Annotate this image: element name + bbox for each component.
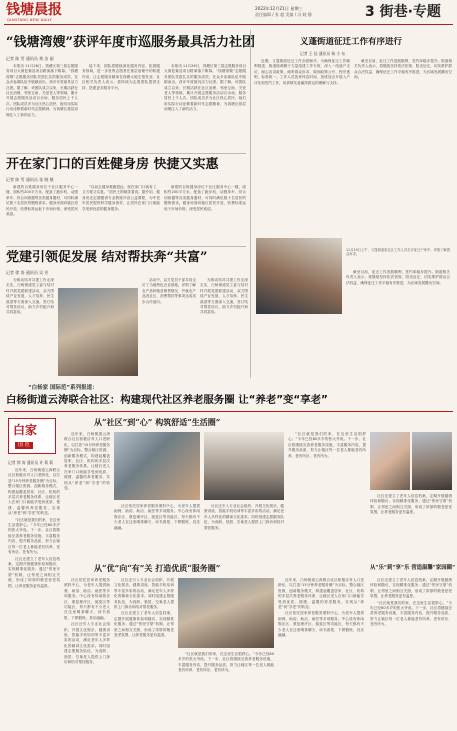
article4-caption: 12月19日上午，义蓬街道某社区工作人员走访征迁户家中，详细了解群众诉求。 bbox=[346, 248, 450, 257]
feature-photo-3 bbox=[370, 432, 410, 490]
feature-s1-col5-text: 社区还建立了老年人信息档案，定期开展健康体检和随访，实现精准化服务；通过“邻里守望”机制，让邻里之间相互关照，形成了浓厚的敬老爱老氛围，让养老服务更有温度。 bbox=[370, 494, 452, 515]
article3-col1 bbox=[6, 278, 54, 376]
feature-divider bbox=[4, 411, 453, 412]
article3-photo bbox=[58, 288, 138, 376]
article1-col2-text: 接下来，团队将继续深化服务内容，拓展服务领域，进一步发挥志愿者在基层治理中的积极作用，让志愿服务精神在钱塘大地生根发芽。社区相关负责人表示，将持续为志愿团队提供支持，搭建更多服务平台。 bbox=[82, 64, 160, 90]
article2-title: 开在家门口的百姓健身房 快捷又实惠 bbox=[6, 157, 219, 172]
article4-photo bbox=[256, 238, 342, 314]
article3-col2 bbox=[142, 278, 196, 376]
article1-col3-text: 本报讯 11月26日，钱塘区第三届志愿服务项目大赛复赛及项目路演落下帷幕。“钱塘湾嫂”志愿服务团队凭借扎实的服务成效，在众多参赛队伍中脱颖而出，获评年度最具活力社团。据了解，该团队成立以来，长期活跃在社区治理、邻里互助、关爱老人等领域，累计开展志愿服务活动百余场，服务居民上千人次。团队成员多为社区热心居民，她们用实际行动诠释着新时代志愿精神，为钱塘区基层治理注入了新的活力。 bbox=[164, 64, 246, 112]
feature-s2-col4-text-2: 社区依托居家养老服务照料中心，为老年人提供助餐、助浴、助洁、助医等多项服务。中心设有休闲娱乐区、康复理疗区、阅览区等功能区，每天都有不少老人在这里喝茶聊天、读书看报、下棋锻炼，其乐融融。 bbox=[278, 611, 364, 638]
feature-s1-col1 bbox=[64, 432, 110, 528]
feature-s2-col4 bbox=[278, 578, 364, 726]
feature-photo-4 bbox=[412, 432, 452, 490]
feature-s1-col1-text: 近年来，白杨街道云涛联合社区积极应对人口老龄化，以打造“15分钟养老服务圈”为目标，整合辖区资源，创新服务模式，构建起覆盖居家、社区、机构的多层次养老服务体系，让辖区老人在家门口就能享受到优质、便捷、温馨的养老服务，实现从“养老”到“享老”的转变。 bbox=[64, 432, 110, 491]
feature-s2-col3-text: “社区就是我们的家，在这里生活很舒心。”今年已经80多岁的张大爷说。下一步，社区将继续完善养老服务设施，丰富服务内容，提升服务品质，努力让辖区每一位老人都能老有所养、老有所乐、老有所为。 bbox=[178, 652, 274, 673]
feature-s2-col3 bbox=[178, 652, 274, 726]
feature-s2-col2 bbox=[114, 578, 174, 726]
feature-s2-col1-text: 社区依托居家养老服务照料中心，为老年人提供助餐、助浴、助洁、助医等多项服务。中心设有休闲娱乐区、康复理疗区、阅览区等功能区，每天都有不少老人在这里喝茶聊天、读书看报、下棋锻炼，其乐融融。 bbox=[64, 578, 110, 620]
article4-col1 bbox=[254, 59, 350, 235]
feature-title: 白杨街道云涛联合社区：构建现代社区养老服务圈 让“养老”变“享老” bbox=[6, 394, 328, 406]
feature-s1-col2 bbox=[114, 504, 200, 558]
article4-col2 bbox=[354, 59, 452, 235]
feature-s1-col2-text: 社区依托居家养老服务照料中心，为老年人提供助餐、助浴、助洁、助医等多项服务。中心设有休闲娱乐区、康复理疗区、阅览区等功能区，每天都有不少老人在这里喝茶聊天、读书看报、下棋锻炼，其乐融融。 bbox=[114, 504, 200, 530]
feature-section3-heading: 从“乐”到“享”乐 营造温馨“家园圈” bbox=[370, 565, 456, 571]
feature-s2-col2-text-2: 社区还建立了老年人信息档案，定期开展健康体检和随访，实现精准化服务；通过“邻里守望”机制，让邻里之间相互关照，形成了浓厚的敬老爱老氛围，让养老服务更有温度。 bbox=[114, 611, 174, 638]
masthead-date: 2022年12月21日 星期三 bbox=[255, 6, 303, 11]
article4-col3 bbox=[346, 270, 450, 376]
article1-col3 bbox=[164, 64, 246, 152]
feature-intro-text: 近年来，白杨街道云涛联合社区积极应对人口老龄化，以打造“15分钟养老服务圈”为目标，整合辖区资源，创新服务模式，构建起覆盖居家、社区、机构的多层次养老服务体系，让辖区老人在家门口就能享受到优质、便捷、温馨的养老服务，实现从“养老”到“享老”的转变。 bbox=[8, 468, 60, 516]
feature-intro-text-3: 社区还建立了老年人信息档案，定期开展健康体检和随访，实现精准化服务；通过“邻里守望”机制，让邻里之间相互关照，形成了浓厚的敬老爱老氛围，让养老服务更有温度。 bbox=[8, 556, 60, 588]
masthead-editors: 责任编辑 / 张 超 美编 / 冯 晓 静 bbox=[255, 12, 312, 17]
right-column-divider bbox=[250, 30, 251, 378]
article2-divider bbox=[6, 246, 246, 247]
article2-col1 bbox=[6, 185, 78, 245]
feature-series-label: “白杨家 国际范”系列报道： bbox=[28, 385, 98, 391]
feature-photo-1 bbox=[114, 432, 200, 500]
feature-badge bbox=[8, 418, 56, 454]
article1-col1-text: 本报讯 11月26日，钱塘区第三届志愿服务项目大赛复赛及项目路演落下帷幕。“钱塘湾嫂”志愿服务团队凭借扎实的服务成效，在众多参赛队伍中脱颖而出，获评年度最具活力社团。据了解，该团队成立以来，长期活跃在社区治理、邻里互助、关爱老人等领域，累计开展志愿服务活动百余场，服务居民上千人次。团队成员多为社区热心居民，她们用实际行动诠释着新时代志愿精神，为钱塘区基层治理注入了新的活力。 bbox=[6, 64, 78, 117]
feature-byline: 记者 徐 涛 通讯员 许 莉 莉 bbox=[8, 460, 54, 465]
feature-intro bbox=[8, 468, 60, 726]
feature-s2-col1-text-2: 社区还引入专业社会组织，开展文化娱乐、健康讲座、智能手机培训等丰富多彩的活动，满足老年人多样化的精神文化需求。同时组建志愿服务队伍，为高龄、独居、空巢老人提供上门探访和结对帮扶服务。 bbox=[64, 622, 110, 665]
masthead bbox=[0, 0, 457, 26]
article1-col1 bbox=[6, 64, 78, 152]
feature-s3-col1 bbox=[370, 578, 452, 726]
article3-col1-text: 为推动结对共建工作走深走实，白杨街道党工委与结对村开展党建联建活动，双方围绕产业发展、人才培养、民生改善等方面深入交流，签订结对帮扶协议，助力乡村振兴和共同富裕。 bbox=[6, 278, 54, 315]
article1-title: “钱塘湾嫂”获评年度市巡服务最具活力社团 bbox=[6, 35, 255, 50]
article3-col3-text: 为推动结对共建工作走深走实，白杨街道党工委与结对村开展党建联建活动，双方围绕产业发展、人才培养、民生改善等方面深入交流，签订结对帮扶协议，助力乡村振兴和共同富裕。 bbox=[200, 278, 248, 315]
article2-col2-text: “以前去健身要跑很远，现在家门口就有了，又方便又实惠。”居民王阿姨笑着说。据介绍，健身房还定期邀请专业教练开设公益课程，为中老年居民提供科学健身指导，让居民在家门口就能享受到优质的健身服务。 bbox=[82, 185, 160, 211]
feature-s2-col4-text: 近年来，白杨街道云涛联合社区积极应对人口老龄化，以打造“15分钟养老服务圈”为目标，整合辖区资源，创新服务模式，构建起覆盖居家、社区、机构的多层次养老服务体系，让辖区老人在家门口就能享受到优质、便捷、温馨的养老服务，实现从“养老”到“享老”的转变。 bbox=[278, 578, 364, 610]
feature-s1-col3-text: 社区还引入专业社会组织，开展文化娱乐、健康讲座、智能手机培训等丰富多彩的活动，满足老年人多样化的精神文化需求。同时组建志愿服务队伍，为高龄、独居、空巢老人提供上门探访和结对帮扶服务。 bbox=[204, 504, 284, 530]
feature-s2-col1 bbox=[64, 578, 110, 726]
masthead-divider bbox=[4, 24, 453, 25]
article4-byline: 记者 王 佳 通讯员 杨 小 东 bbox=[300, 51, 346, 56]
article3-col2-text: 活动中，双方党员干部共同走访了当地特色农业基地，详细了解农产品种植及销售情况，并就农产品进社区、消费帮扶等事项达成初步合作意向。 bbox=[142, 278, 196, 304]
page-section-label: 3 街巷·专题 bbox=[365, 4, 441, 20]
article4-title: 义蓬街道征迁工作有序进行 bbox=[300, 37, 403, 47]
article1-byline: 记者 陈 雪 通讯员 黄 洁 丽 bbox=[6, 56, 54, 61]
article4-col3-text: 截至目前，征迁工作进展顺利，签约率稳步提升。街道相关负责人表示，将继续坚持依法依规、阳光征迁，切实维护群众合法权益，确保征迁工作平稳有序推进，为区域发展腾出空间。 bbox=[346, 270, 450, 285]
feature-s2-col2-text: 社区还引入专业社会组织，开展文化娱乐、健康讲座、智能手机培训等丰富多彩的活动，满足老年人多样化的精神文化需求。同时组建志愿服务队伍，为高龄、独居、空巢老人提供上门探访和结对帮扶服务。 bbox=[114, 578, 174, 610]
feature-s3-col1-text-2: “社区就是我们的家，在这里生活很舒心。”今年已经80多岁的张大爷说。下一步，社区将继续完善养老服务设施，丰富服务内容，提升服务品质，努力让辖区每一位老人都能老有所养、老有所乐、老有所为。 bbox=[370, 600, 452, 627]
feature-s1-col4-text: “社区就是我们的家，在这里生活很舒心。”今年已经80多岁的张大爷说。下一步，社区将继续完善养老服务设施，丰富服务内容，提升服务品质，努力让辖区每一位老人都能老有所养、老有所乐、老有所为。 bbox=[288, 432, 366, 458]
feature-badge-main: 白家 bbox=[13, 423, 38, 437]
article3-title: 党建引领促发展 结对帮扶奔“共富” bbox=[6, 250, 208, 265]
masthead-logo: 钱塘晨报 bbox=[6, 2, 62, 18]
article3-byline: 记者 徐 涛 通讯员 吴 芳 bbox=[6, 270, 49, 275]
feature-s3-col1-text: 社区还建立了老年人信息档案，定期开展健康体检和随访，实现精准化服务；通过“邻里守望”机制，让邻里之间相互关照，形成了浓厚的敬老爱老氛围，让养老服务更有温度。 bbox=[370, 578, 452, 599]
feature-section1-heading: 从“社区”到“心” 构筑舒适“生活圈” bbox=[94, 417, 221, 427]
article2-col3 bbox=[164, 185, 246, 245]
feature-photo-2 bbox=[204, 432, 284, 500]
article2-col3-text: 新建的百姓健身房位于社区服务中心一楼，面积约200平方米，配备了跑步机、动感单车、综合训练器等各类健身器材，可同时满足数十名居民的锻炼需求。健身房面向辖区居民开放，收费标准远低于市场价格，深受居民欢迎。 bbox=[164, 185, 246, 211]
article2-col2 bbox=[82, 185, 160, 245]
feature-s1-col3 bbox=[204, 504, 284, 558]
article3-col3 bbox=[200, 278, 248, 376]
masthead-logo-pinyin: QIANTANG NEW DAILY bbox=[7, 18, 53, 22]
article2-col1-text: 新建的百姓健身房位于社区服务中心一楼，面积约200平方米，配备了跑步机、动感单车、综合训练器等各类健身器材，可同时满足数十名居民的锻炼需求。健身房面向辖区居民开放，收费标准远低于市场价格，深受居民欢迎。 bbox=[6, 185, 78, 217]
feature-photo-5 bbox=[178, 578, 274, 648]
article4-col2-text: 截至目前，征迁工作进展顺利，签约率稳步提升。街道相关负责人表示，将继续坚持依法依规、阳光征迁，切实维护群众合法权益，确保征迁工作平稳有序推进，为区域发展腾出空间。 bbox=[354, 59, 452, 80]
article1-divider bbox=[6, 153, 246, 154]
article1-col2 bbox=[82, 64, 160, 152]
feature-section2-heading: 从“优”向“有”关 打造优质“服务圈” bbox=[94, 563, 221, 573]
feature-s1-col4 bbox=[288, 432, 366, 558]
feature-s1-col5 bbox=[370, 494, 452, 558]
feature-intro-text-2: “社区就是我们的家，在这里生活很舒心。”今年已经80多岁的张大爷说。下一步，社区将继续完善养老服务设施，丰富服务内容，提升服务品质，努力让辖区每一位老人都能老有所养、老有所乐、老有所为。 bbox=[8, 517, 60, 555]
article4-col1-text: 近期，义蓬街道征迁工作全面铺开。为确保征迁工作顺利推进，街道抽调精干力量组建工作专班，深入一线逐户走访，耐心宣讲政策，倾听群众诉求，做到政策公开、程序透明、标准统一。工作人员放弃休息时间，加班加点开展入户评估和签约工作，用真情实意赢得群众的理解与支持。 bbox=[254, 59, 350, 85]
article2-byline: 记者 陈 雪 通讯员 张 晓 敏 bbox=[6, 177, 54, 182]
feature-badge-sub: 国 范 bbox=[15, 442, 33, 449]
